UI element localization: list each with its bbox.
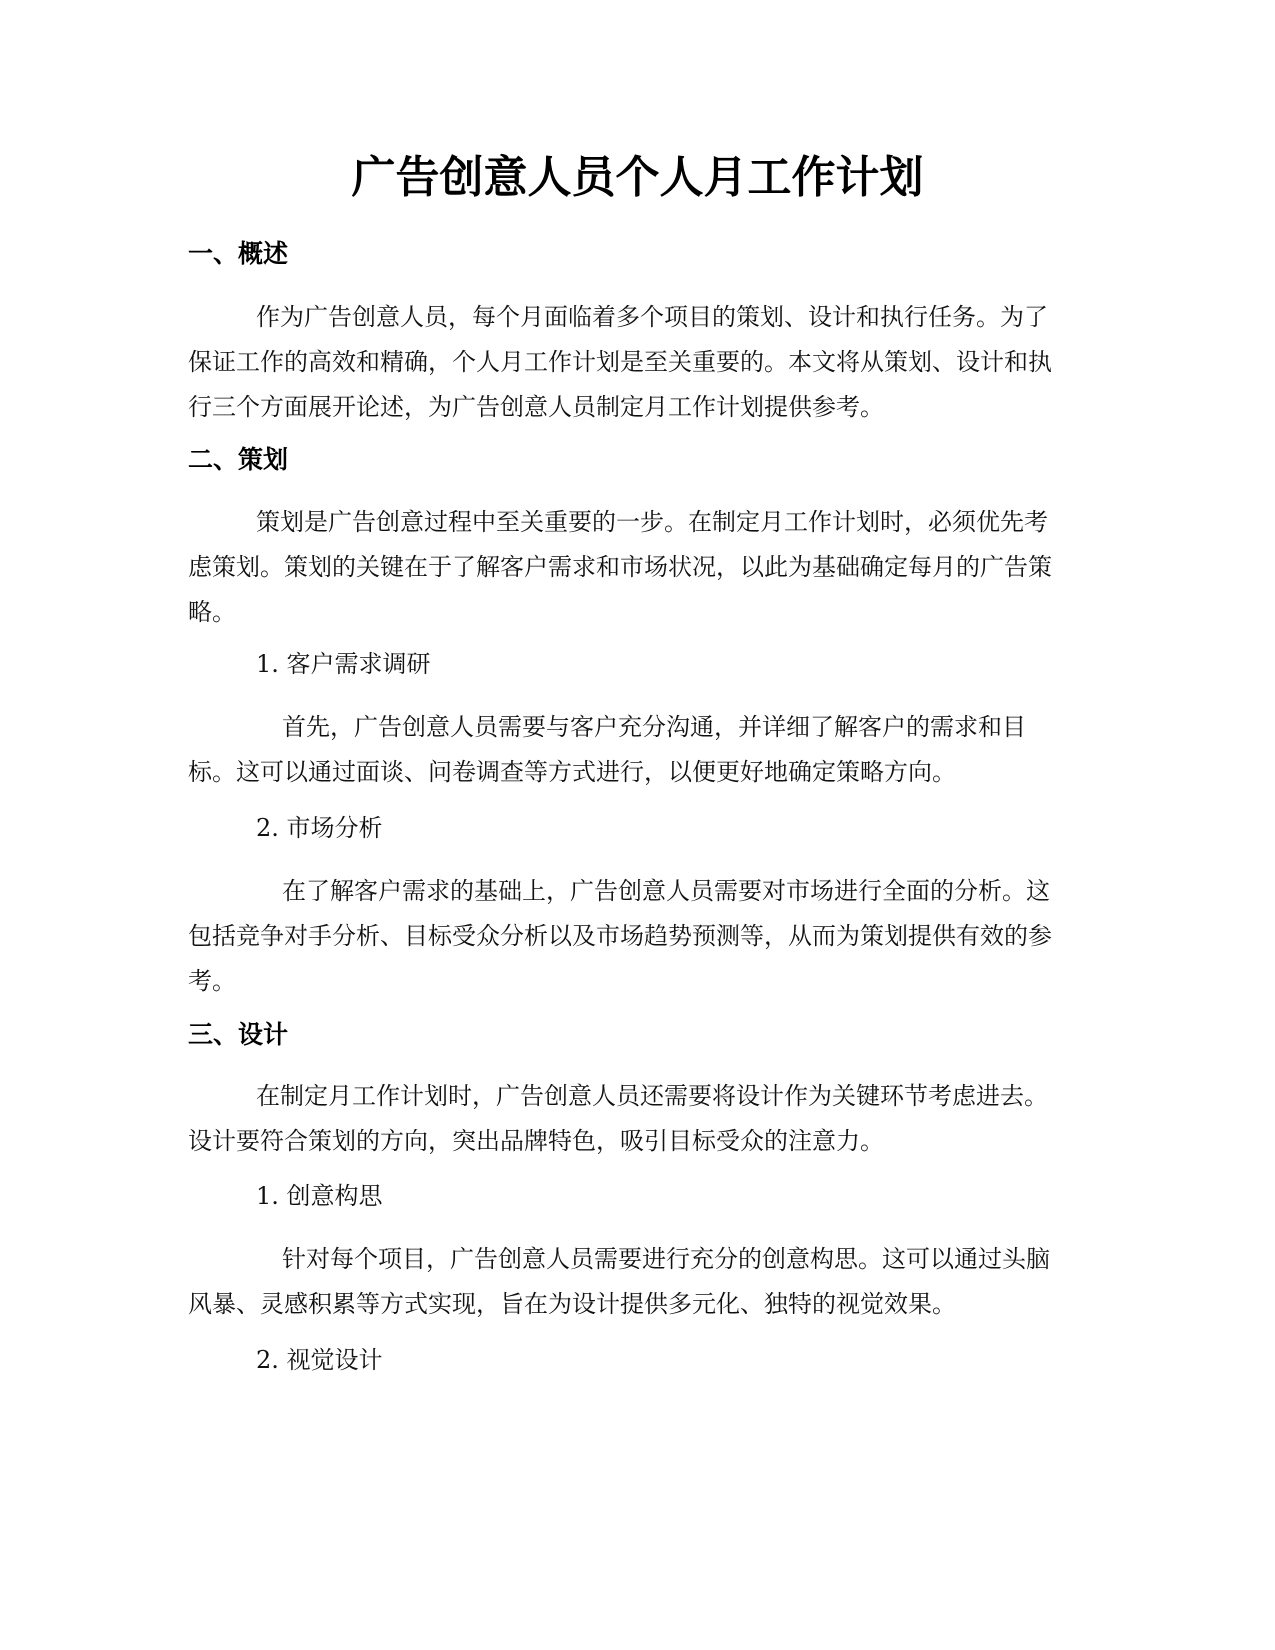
document-title: 广告创意人员个人月工作计划 <box>351 152 924 203</box>
paragraph-line: 保证工作的高效和精确，个人月工作计划是至关重要的。本文将从策划、设计和执 <box>188 348 1052 376</box>
planning-paragraph <box>188 500 1088 635</box>
paragraph-line: 行三个方面展开论述，为广告创意人员制定月工作计划提供参考。 <box>188 393 884 421</box>
section-heading-design: 三、设计 <box>188 1020 289 1049</box>
section-heading-overview: 一、概述 <box>188 239 289 268</box>
paragraph-line: 设计要符合策划的方向，突出品牌特色，吸引目标受众的注意力。 <box>188 1127 884 1155</box>
paragraph-line: 在了解客户需求的基础上，广告创意人员需要对市场进行全面的分析。这 <box>282 877 1050 905</box>
paragraph-line: 策划是广告创意过程中至关重要的一步。在制定月工作计划时，必须优先考 <box>256 508 1048 536</box>
overview-paragraph <box>188 295 1088 430</box>
paragraph-line: 风暴、灵感积累等方式实现，旨在为设计提供多元化、独特的视觉效果。 <box>188 1290 956 1318</box>
list-item-paragraph <box>188 705 1088 795</box>
paragraph-line: 虑策划。策划的关键在于了解客户需求和市场状况，以此为基础确定每月的广告策 <box>188 553 1052 581</box>
paragraph-line: 针对每个项目，广告创意人员需要进行充分的创意构思。这可以通过头脑 <box>282 1245 1050 1273</box>
list-item-paragraph <box>188 869 1088 1004</box>
section-heading-planning: 二、策划 <box>188 445 289 474</box>
list-item-paragraph <box>188 1237 1088 1327</box>
paragraph-line: 标。这可以通过面谈、问卷调查等方式进行，以便更好地确定策略方向。 <box>188 758 956 786</box>
list-item-label: 2. 市场分析 <box>256 814 383 842</box>
list-item-label: 2. 视觉设计 <box>256 1346 383 1374</box>
paragraph-line: 作为广告创意人员，每个月面临着多个项目的策划、设计和执行任务。为了 <box>256 303 1048 331</box>
list-item-label: 1. 创意构思 <box>256 1182 383 1210</box>
paragraph-line: 首先，广告创意人员需要与客户充分沟通，并详细了解客户的需求和目 <box>282 713 1026 741</box>
paragraph-line: 在制定月工作计划时，广告创意人员还需要将设计作为关键环节考虑进去。 <box>256 1082 1048 1110</box>
design-paragraph <box>188 1074 1088 1164</box>
paragraph-line: 包括竞争对手分析、目标受众分析以及市场趋势预测等，从而为策划提供有效的参 <box>188 922 1052 950</box>
paragraph-line: 略。 <box>188 598 236 626</box>
paragraph-line: 考。 <box>188 967 236 995</box>
list-item-label: 1. 客户需求调研 <box>256 650 431 678</box>
